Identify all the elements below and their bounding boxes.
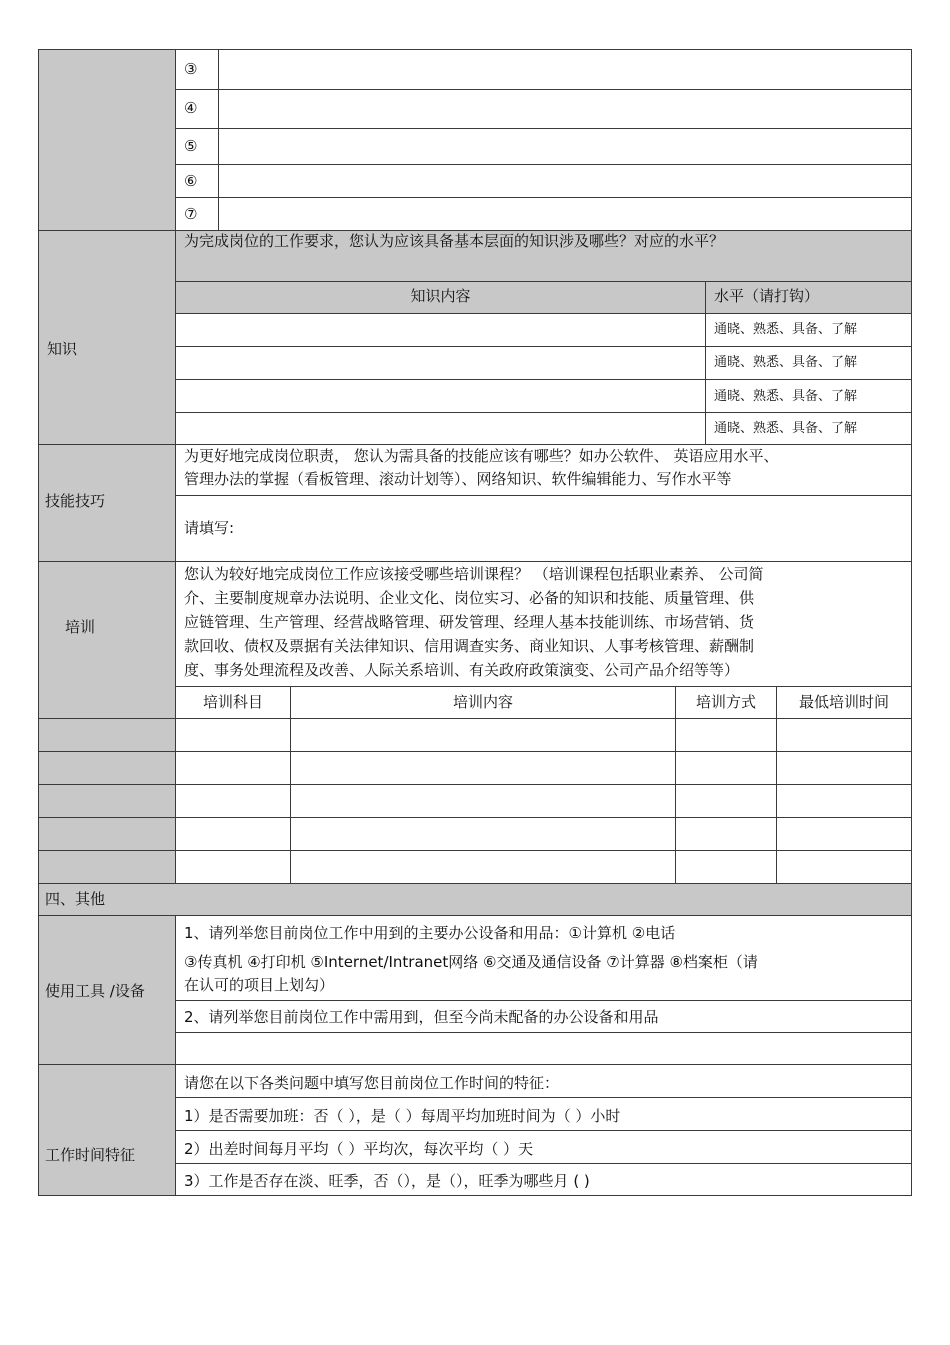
training-label: 培训 <box>65 618 96 636</box>
row-number: ⑤ <box>184 137 198 155</box>
training-header-subject <box>175 686 291 719</box>
training-content-field[interactable] <box>290 751 676 785</box>
training-method-field[interactable] <box>675 751 777 785</box>
training-row-label <box>38 718 176 752</box>
training-header-label: 培训方式 <box>695 693 756 711</box>
answer-field[interactable] <box>218 128 912 165</box>
row-number: ⑦ <box>184 205 198 223</box>
training-question-line: 介、主要制度规章办法说明、企业文化、岗位实习、必备的知识和技能、质量管理、供 <box>184 589 755 607</box>
knowledge-level-cell[interactable] <box>705 313 912 347</box>
skills-label-cell <box>38 444 176 562</box>
skills-question-line2: 管理办法的掌握（看板管理、滚动计划等）、网络知识、软件编辑能力、写作水平等 <box>184 470 732 488</box>
worktime-q1: 1）是否需要加班：否（ ），是（ ）每周平均加班时间为（ ）小时 <box>184 1107 621 1125</box>
training-content-field[interactable] <box>290 784 676 818</box>
skills-question-line1: 为更好地完成岗位职责， 您认为需具备的技能应该有哪些？如办公软件、 英语应用水平、 <box>184 447 779 465</box>
training-method-field[interactable] <box>675 784 777 818</box>
training-header-label: 最低培训时间 <box>798 693 889 711</box>
training-question-line: 度、事务处理流程及改善、人际关系培训、有关政府政策演变、公司产品介绍等等） <box>184 661 740 679</box>
worktime-q3: 3）工作是否存在淡、旺季，否（），是（），旺季为哪些月 ( ) <box>184 1172 590 1190</box>
training-time-field[interactable] <box>776 751 912 785</box>
training-subject-field[interactable] <box>175 751 291 785</box>
training-question-line: 应链管理、生产管理、经营战略管理、研发管理、经理人基本技能训练、市场营销、货 <box>184 613 755 631</box>
knowledge-label-cell <box>38 230 176 445</box>
training-method-field[interactable] <box>675 817 777 851</box>
training-header-label: 培训内容 <box>452 693 513 711</box>
answer-field[interactable] <box>218 197 912 231</box>
worktime-label: 工作时间特征 <box>45 1146 136 1164</box>
skills-fill-prompt: 请填写: <box>184 519 235 537</box>
number-cell <box>175 89 219 129</box>
knowledge-content-field[interactable] <box>175 379 706 413</box>
worktime-q3-cell[interactable] <box>175 1163 912 1196</box>
training-header-label: 培训科目 <box>202 693 263 711</box>
training-question-line: 您认为较好地完成岗位工作应该接受哪些培训课程？ （培训课程包括职业素养、 公司简 <box>184 565 764 583</box>
number-cell <box>175 49 219 90</box>
knowledge-level-options: 通晓、熟悉、具备、了解 <box>714 421 858 436</box>
section4-header <box>38 883 912 916</box>
answer-field[interactable] <box>218 89 912 129</box>
training-content-field[interactable] <box>290 817 676 851</box>
training-question-cell <box>175 561 912 687</box>
row-number: ③ <box>184 60 198 78</box>
training-subject-field[interactable] <box>175 784 291 818</box>
knowledge-content-field[interactable] <box>175 412 706 445</box>
training-time-field[interactable] <box>776 718 912 752</box>
worktime-label-cell <box>38 1064 176 1196</box>
knowledge-level-options: 通晓、熟悉、具备、了解 <box>714 389 858 404</box>
training-time-field[interactable] <box>776 784 912 818</box>
skills-label: 技能技巧 <box>45 492 106 510</box>
training-question-line: 款回收、债权及票据有关法律知识、信用调查实务、商业知识、人事考核管理、薪酬制 <box>184 637 755 655</box>
tools-q2-cell <box>175 1000 912 1033</box>
training-header-min-time <box>776 686 912 719</box>
worktime-intro: 请您在以下各类问题中填写您目前岗位工作时间的特征： <box>184 1074 560 1092</box>
answer-field[interactable] <box>218 164 912 198</box>
skills-question-cell <box>175 444 912 496</box>
knowledge-content-header-label: 知识内容 <box>410 287 471 305</box>
tools-q1-line2: ③传真机 ④打印机 ⑤Internet/Intranet网络 ⑥交通及通信设备 ⑦计算器 ⑧档案柜（请 <box>184 953 758 971</box>
knowledge-level-header <box>705 281 912 314</box>
knowledge-content-header <box>175 281 706 314</box>
tools-label: 使用工具 /设备 <box>45 982 145 1000</box>
training-row-label <box>38 751 176 785</box>
tools-q2-answer-field[interactable] <box>175 1032 912 1065</box>
knowledge-level-cell[interactable] <box>705 379 912 413</box>
tools-q1-cell[interactable] <box>175 915 912 1001</box>
knowledge-question: 为完成岗位的工作要求，您认为应该具备基本层面的知识涉及哪些？对应的水平？ <box>184 232 725 250</box>
tools-q2: 2、请列举您目前岗位工作中需用到，但至今尚未配备的办公设备和用品 <box>184 1008 659 1026</box>
worktime-q2: 2）出差时间每月平均（ ）平均次，每次平均（ ）天 <box>184 1140 534 1158</box>
training-method-field[interactable] <box>675 718 777 752</box>
training-content-field[interactable] <box>290 718 676 752</box>
training-header-method <box>675 686 777 719</box>
training-row-label <box>38 784 176 818</box>
tools-q1-line3: 在认可的项目上划勾） <box>184 976 335 994</box>
worktime-q2-cell[interactable] <box>175 1130 912 1164</box>
worktime-intro-cell <box>175 1064 912 1098</box>
knowledge-question-cell <box>175 230 912 282</box>
training-header-content <box>290 686 676 719</box>
knowledge-level-cell[interactable] <box>705 346 912 380</box>
skills-fill-field[interactable] <box>175 495 912 562</box>
training-time-field[interactable] <box>776 850 912 884</box>
knowledge-top-label-cell <box>38 49 176 231</box>
row-number: ④ <box>184 99 198 117</box>
training-time-field[interactable] <box>776 817 912 851</box>
training-row-label <box>38 817 176 851</box>
knowledge-content-field[interactable] <box>175 313 706 347</box>
number-cell <box>175 164 219 198</box>
tools-label-cell <box>38 915 176 1065</box>
knowledge-label: 知识 <box>47 340 78 358</box>
training-row-label <box>38 850 176 884</box>
section4-title: 四、其他 <box>45 890 106 908</box>
knowledge-level-options: 通晓、熟悉、具备、了解 <box>714 355 858 370</box>
training-subject-field[interactable] <box>175 718 291 752</box>
number-cell <box>175 197 219 231</box>
job-analysis-form <box>38 49 912 1196</box>
knowledge-content-field[interactable] <box>175 346 706 380</box>
knowledge-level-header-label: 水平（请打钩） <box>714 287 820 305</box>
row-number: ⑥ <box>184 172 198 190</box>
knowledge-level-cell[interactable] <box>705 412 912 445</box>
training-subject-field[interactable] <box>175 850 291 884</box>
answer-field[interactable] <box>218 49 912 90</box>
tools-q1-line1: 1、请列举您目前岗位工作中用到的主要办公设备和用品：①计算机 ②电话 <box>184 924 676 942</box>
training-subject-field[interactable] <box>175 817 291 851</box>
knowledge-level-options: 通晓、熟悉、具备、了解 <box>714 322 858 337</box>
number-cell <box>175 128 219 165</box>
training-method-field[interactable] <box>675 850 777 884</box>
training-content-field[interactable] <box>290 850 676 884</box>
training-label-cell <box>38 561 176 719</box>
worktime-q1-cell[interactable] <box>175 1097 912 1131</box>
